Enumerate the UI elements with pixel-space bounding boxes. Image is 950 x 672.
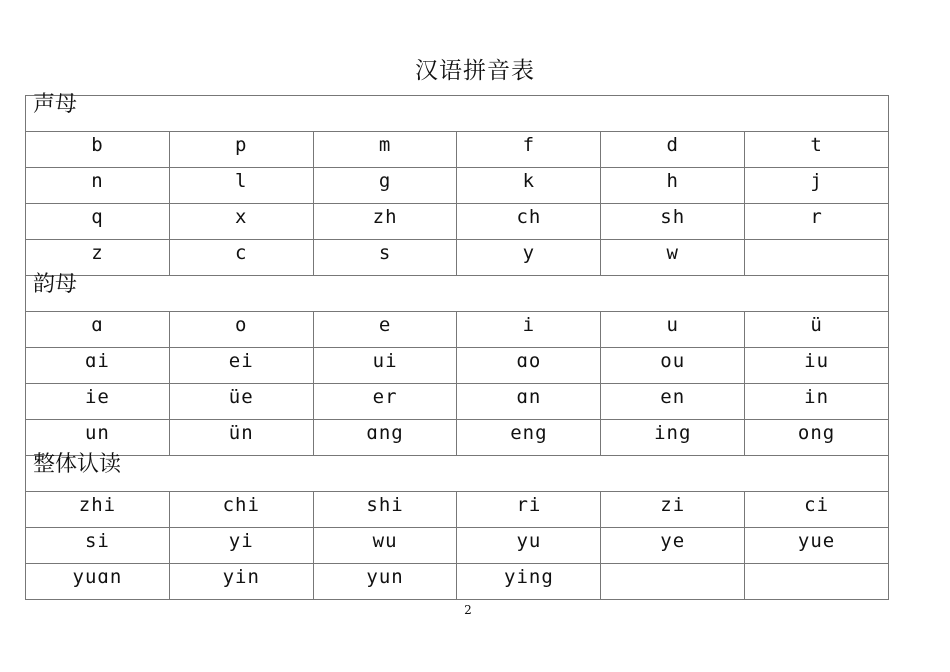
pinyin-cell: q	[26, 204, 170, 240]
table-row	[26, 564, 889, 600]
pinyin-cell: ɑo	[457, 348, 601, 384]
pinyin-cell	[745, 240, 889, 276]
pinyin-cell: ɑi	[26, 348, 170, 384]
table-row	[26, 420, 889, 456]
pinyin-cell: yin	[169, 564, 313, 600]
pinyin-cell	[745, 564, 889, 600]
pinyin-cell: ui	[313, 348, 457, 384]
pinyin-cell: d	[601, 132, 745, 168]
pinyin-cell: chi	[169, 492, 313, 528]
pinyin-cell: m	[313, 132, 457, 168]
pinyin-cell: ri	[457, 492, 601, 528]
page-number: 2	[464, 603, 472, 617]
pinyin-cell: zi	[601, 492, 745, 528]
pinyin-cell: en	[601, 384, 745, 420]
pinyin-cell: h	[601, 168, 745, 204]
pinyin-cell: er	[313, 384, 457, 420]
pinyin-cell: z	[26, 240, 170, 276]
pinyin-cell: yuɑn	[26, 564, 170, 600]
pinyin-cell: ie	[26, 384, 170, 420]
pinyin-cell: n	[26, 168, 170, 204]
section-heading: 韵母	[26, 276, 889, 312]
pinyin-cell: x	[169, 204, 313, 240]
table-row	[26, 168, 889, 204]
pinyin-cell: u	[601, 312, 745, 348]
pinyin-cell: un	[26, 420, 170, 456]
pinyin-cell: t	[745, 132, 889, 168]
pinyin-cell: s	[313, 240, 457, 276]
table-row	[26, 312, 889, 348]
pinyin-cell: ün	[169, 420, 313, 456]
table-row	[26, 492, 889, 528]
pinyin-cell: l	[169, 168, 313, 204]
pinyin-cell: ei	[169, 348, 313, 384]
section-header-row	[26, 276, 889, 312]
pinyin-cell: yi	[169, 528, 313, 564]
pinyin-cell: ying	[457, 564, 601, 600]
pinyin-cell: yun	[313, 564, 457, 600]
pinyin-cell: o	[169, 312, 313, 348]
pinyin-cell: r	[745, 204, 889, 240]
pinyin-cell: k	[457, 168, 601, 204]
pinyin-cell: wu	[313, 528, 457, 564]
pinyin-table	[25, 92, 889, 600]
pinyin-cell: b	[26, 132, 170, 168]
section-header-row	[26, 96, 889, 132]
pinyin-cell: yue	[745, 528, 889, 564]
table-row	[26, 348, 889, 384]
pinyin-cell: ci	[745, 492, 889, 528]
pinyin-cell: in	[745, 384, 889, 420]
table-row	[26, 204, 889, 240]
pinyin-table-body	[26, 92, 889, 600]
pinyin-cell: shi	[313, 492, 457, 528]
pinyin-cell: i	[457, 312, 601, 348]
pinyin-cell: ü	[745, 312, 889, 348]
pinyin-cell: y	[457, 240, 601, 276]
pinyin-cell: üe	[169, 384, 313, 420]
pinyin-cell: yu	[457, 528, 601, 564]
table-row	[26, 240, 889, 276]
pinyin-cell: ou	[601, 348, 745, 384]
pinyin-cell: ɑng	[313, 420, 457, 456]
pinyin-cell: ch	[457, 204, 601, 240]
pinyin-cell: ɑn	[457, 384, 601, 420]
pinyin-cell: ɑ	[26, 312, 170, 348]
pinyin-cell: p	[169, 132, 313, 168]
pinyin-cell: e	[313, 312, 457, 348]
section-heading: 声母	[26, 96, 889, 132]
pinyin-cell: ing	[601, 420, 745, 456]
pinyin-cell: j	[745, 168, 889, 204]
pinyin-cell: f	[457, 132, 601, 168]
pinyin-cell: g	[313, 168, 457, 204]
pinyin-cell: w	[601, 240, 745, 276]
section-heading: 整体认读	[26, 456, 889, 492]
pinyin-cell: zhi	[26, 492, 170, 528]
pinyin-cell: iu	[745, 348, 889, 384]
pinyin-cell: c	[169, 240, 313, 276]
pinyin-cell: ye	[601, 528, 745, 564]
pinyin-cell: ong	[745, 420, 889, 456]
pinyin-cell: eng	[457, 420, 601, 456]
table-row	[26, 384, 889, 420]
pinyin-cell: si	[26, 528, 170, 564]
pinyin-cell	[601, 564, 745, 600]
pinyin-cell: zh	[313, 204, 457, 240]
table-row	[26, 132, 889, 168]
pinyin-cell: sh	[601, 204, 745, 240]
section-header-row	[26, 456, 889, 492]
page-title: 汉语拼音表	[415, 58, 535, 84]
table-row	[26, 528, 889, 564]
